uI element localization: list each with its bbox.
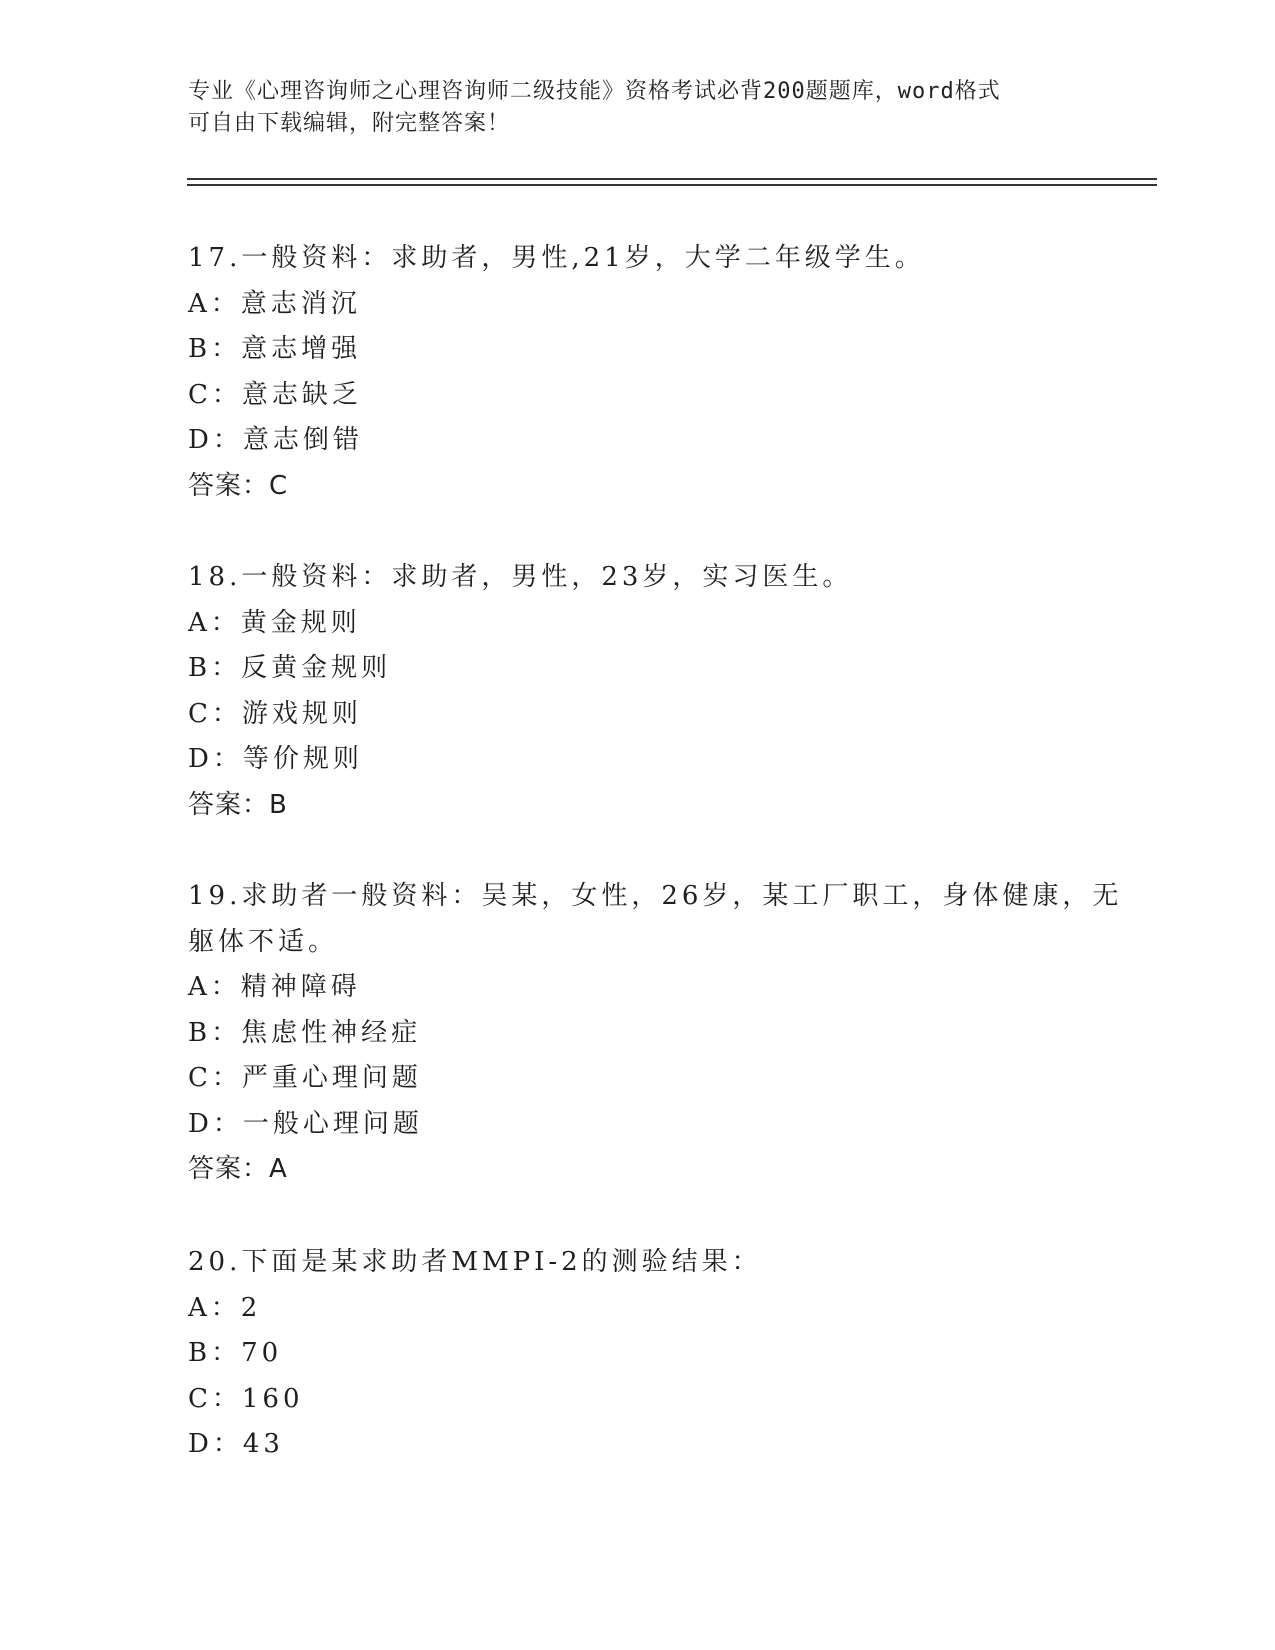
- option-d: D：意志倒错: [188, 425, 363, 455]
- answer-line: 答案：B: [188, 789, 288, 820]
- answer-line: 答案：A: [188, 1154, 288, 1184]
- question-20: [188, 1240, 1088, 1468]
- question-18: [188, 555, 1088, 828]
- option-b: B：焦虑性神经症: [188, 1017, 422, 1048]
- question-stem-line: 躯体不适。: [188, 926, 339, 957]
- question-stem-line: 17.一般资料：求助者，男性,21岁，大学二年级学生。: [188, 243, 925, 273]
- document-header: [188, 76, 1088, 140]
- option-b: B：70: [188, 1338, 283, 1368]
- question-19: [188, 874, 1123, 1193]
- header-divider-bottom: [187, 184, 1157, 186]
- question-stem: [188, 1240, 1088, 1286]
- option-a: A：黄金规则: [188, 607, 361, 638]
- question-stem: [188, 874, 1123, 965]
- option-c: C：严重心理问题: [188, 1063, 422, 1093]
- question-stem-line: 18.一般资料：求助者，男性，23岁，实习医生。: [188, 562, 853, 592]
- question-17: [188, 236, 1088, 509]
- option-b: B：意志增强: [188, 334, 362, 364]
- option-c: C：160: [188, 1383, 304, 1414]
- option-d: D：43: [188, 1429, 284, 1459]
- question-stem-line: 19.求助者一般资料：吴某，女性，26岁，某工厂职工，身体健康，无: [188, 881, 1123, 911]
- option-c: C：游戏规则: [188, 698, 362, 729]
- question-stem: [188, 555, 1088, 601]
- option-c: C：意志缺乏: [188, 379, 362, 410]
- option-a: A：2: [188, 1292, 262, 1323]
- option-d: D：等价规则: [188, 744, 363, 774]
- question-stem-line: 20.下面是某求助者MMPI-2的测验结果：: [188, 1247, 762, 1277]
- header-line-1: 专业《心理咨询师之心理咨询师二级技能》资格考试必背200题题库，word格式: [188, 79, 1001, 104]
- header-divider-top: [187, 178, 1157, 180]
- question-stem: [188, 236, 1088, 282]
- option-b: B：反黄金规则: [188, 653, 392, 683]
- answer-line: 答案：C: [188, 470, 289, 501]
- option-d: D：一般心理问题: [188, 1108, 423, 1139]
- option-a: A：精神障碍: [188, 972, 361, 1002]
- header-line-2: 可自由下载编辑，附完整答案！: [188, 111, 511, 136]
- option-a: A：意志消沉: [188, 288, 361, 319]
